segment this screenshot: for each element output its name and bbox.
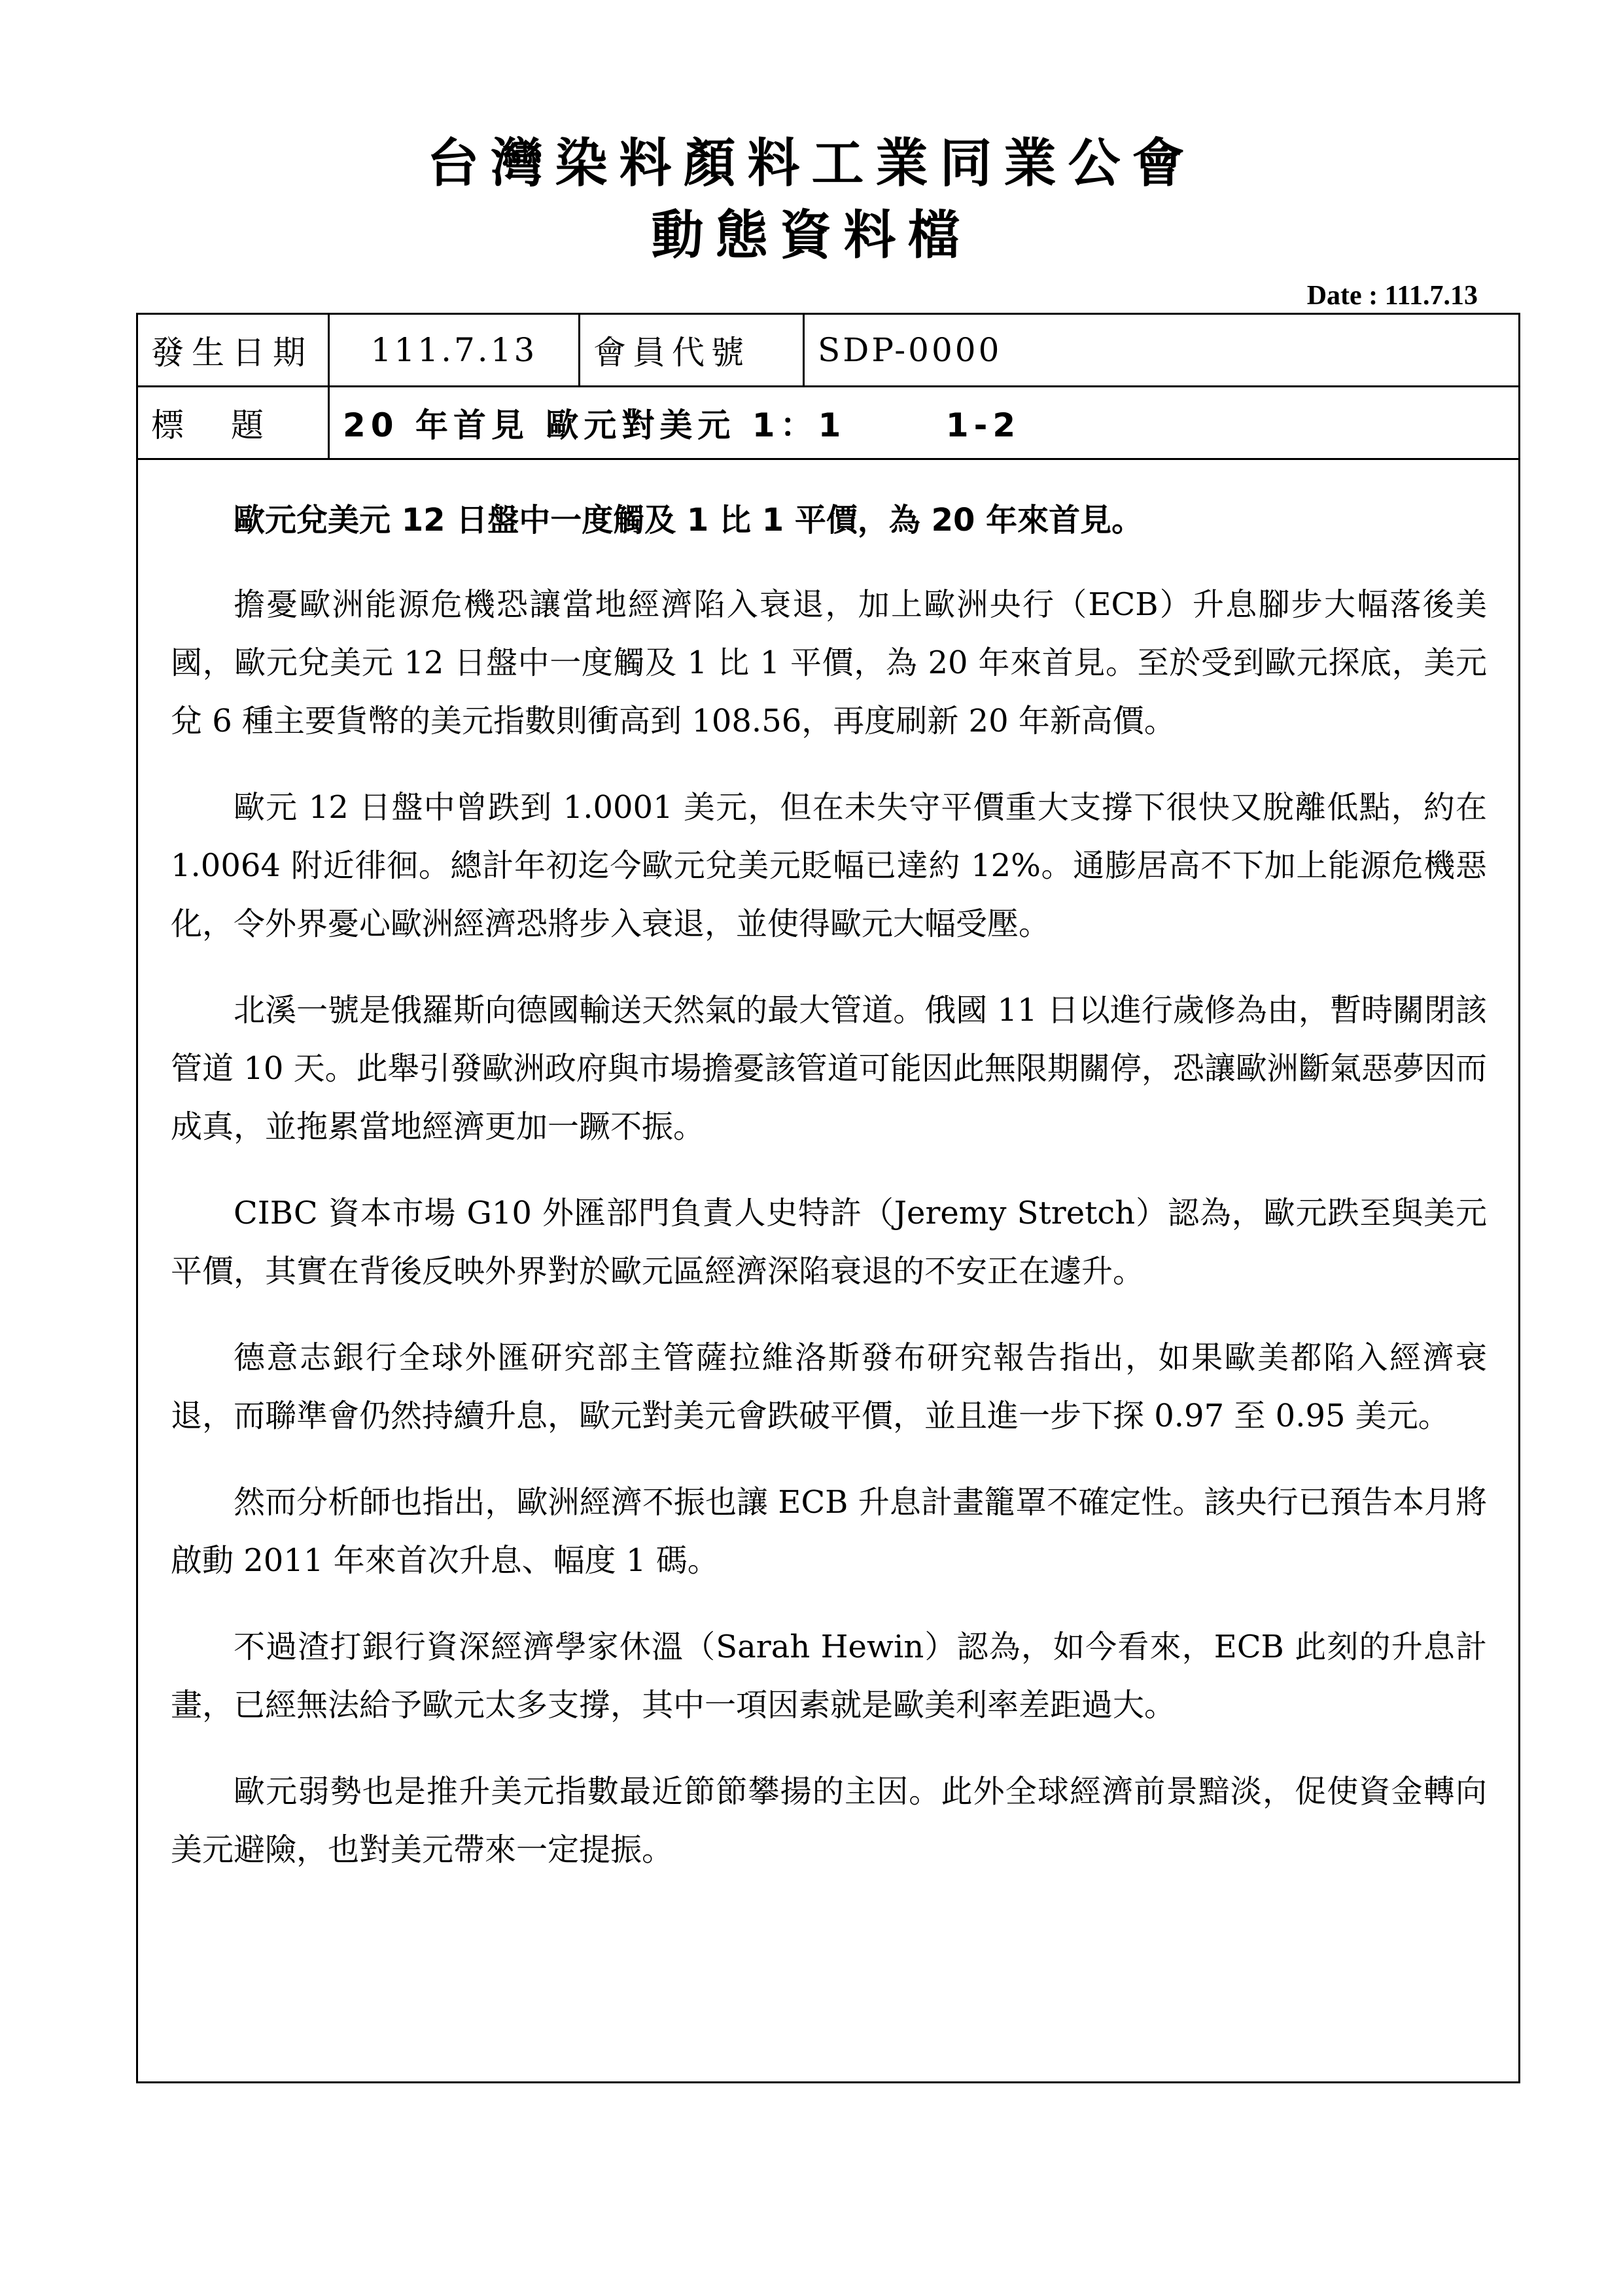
paragraph-4: CIBC 資本市場 G10 外匯部門負責人史特許（Jeremy Stretch）認為，歐元跌至與美元平價，其實在背後反映外界對於歐元區經濟深陷衰退的不安正在遽升。 xyxy=(171,1195,1487,1290)
content-frame xyxy=(136,313,1520,2083)
document-title: 台灣染料顏料工業同業公會 xyxy=(427,133,1196,194)
document-date: Date : 111.7.13 xyxy=(1306,281,1478,311)
paragraph-3: 北溪一號是俄羅斯向德國輸送天然氣的最大管道。俄國 11 日以進行歲修為由，暫時關閉該管道 10 天。此舉引發歐洲政府與市場擔憂該管道可能因此無限期關停，恐讓歐洲斷氣惡夢因而成真，並拖累當地經濟更加一蹶不振。 xyxy=(171,992,1487,1145)
member-label: 會員代號 xyxy=(580,315,804,387)
date-value: 111.7.13 xyxy=(329,315,580,387)
paragraph-7: 不過渣打銀行資深經濟學家休溫（Sarah Hewin）認為，如今看來，ECB 此刻的升息計畫，已經無法給予歐元太多支撐，其中一項因素就是歐美利率差距過大。 xyxy=(171,1629,1487,1723)
info-row-subject xyxy=(138,387,1518,459)
paragraph-6: 然而分析師也指出，歐洲經濟不振也讓 ECB 升息計畫籠罩不確定性。該央行已預告本月將啟動 2011 年來首次升息、幅度 1 碼。 xyxy=(171,1484,1487,1579)
lead-paragraph: 歐元兌美元 12 日盤中一度觸及 1 比 1 平價，為 20 年來首見。 xyxy=(234,502,1143,539)
info-table xyxy=(138,315,1518,460)
document-subtitle: 動態資料檔 xyxy=(651,205,972,266)
article-body xyxy=(171,491,1487,1907)
paragraph-1: 擔憂歐洲能源危機恐讓當地經濟陷入衰退，加上歐洲央行（ECB）升息腳步大幅落後美國，歐元兌美元 12 日盤中一度觸及 1 比 1 平價，為 20 年來首見。至於受到歐元探底，美元兌 6 種主要貨幣的美元指數則衝高到 108.56，再度刷新 20 年新高價。 xyxy=(171,586,1487,739)
info-row-date xyxy=(138,315,1518,387)
paragraph-5: 德意志銀行全球外匯研究部主管薩拉維洛斯發布研究報告指出，如果歐美都陷入經濟衰退，而聯準會仍然持續升息，歐元對美元會跌破平價，並且進一步下探 0.97 至 0.95 美元。 xyxy=(171,1339,1487,1434)
member-value: SDP-0000 xyxy=(804,315,1519,387)
date-label: 發生日期 xyxy=(138,315,329,387)
paragraph-8: 歐元弱勢也是推升美元指數最近節節攀揚的主因。此外全球經濟前景黯淡，促使資金轉向美元避險，也對美元帶來一定提振。 xyxy=(171,1773,1487,1868)
subject-label: 標題 xyxy=(138,387,329,459)
paragraph-2: 歐元 12 日盤中曾跌到 1.0001 美元，但在未失守平價重大支撐下很快又脫離低點，約在 1.0064 附近徘徊。總計年初迄今歐元兌美元貶幅已達約 12%。通膨居高不下加上能源危機惡化，令外界憂心歐洲經濟恐將步入衰退，並使得歐元大幅受壓。 xyxy=(171,789,1487,942)
subject-value: 20 年首見 歐元對美元 1：1 1-2 xyxy=(329,387,1519,459)
